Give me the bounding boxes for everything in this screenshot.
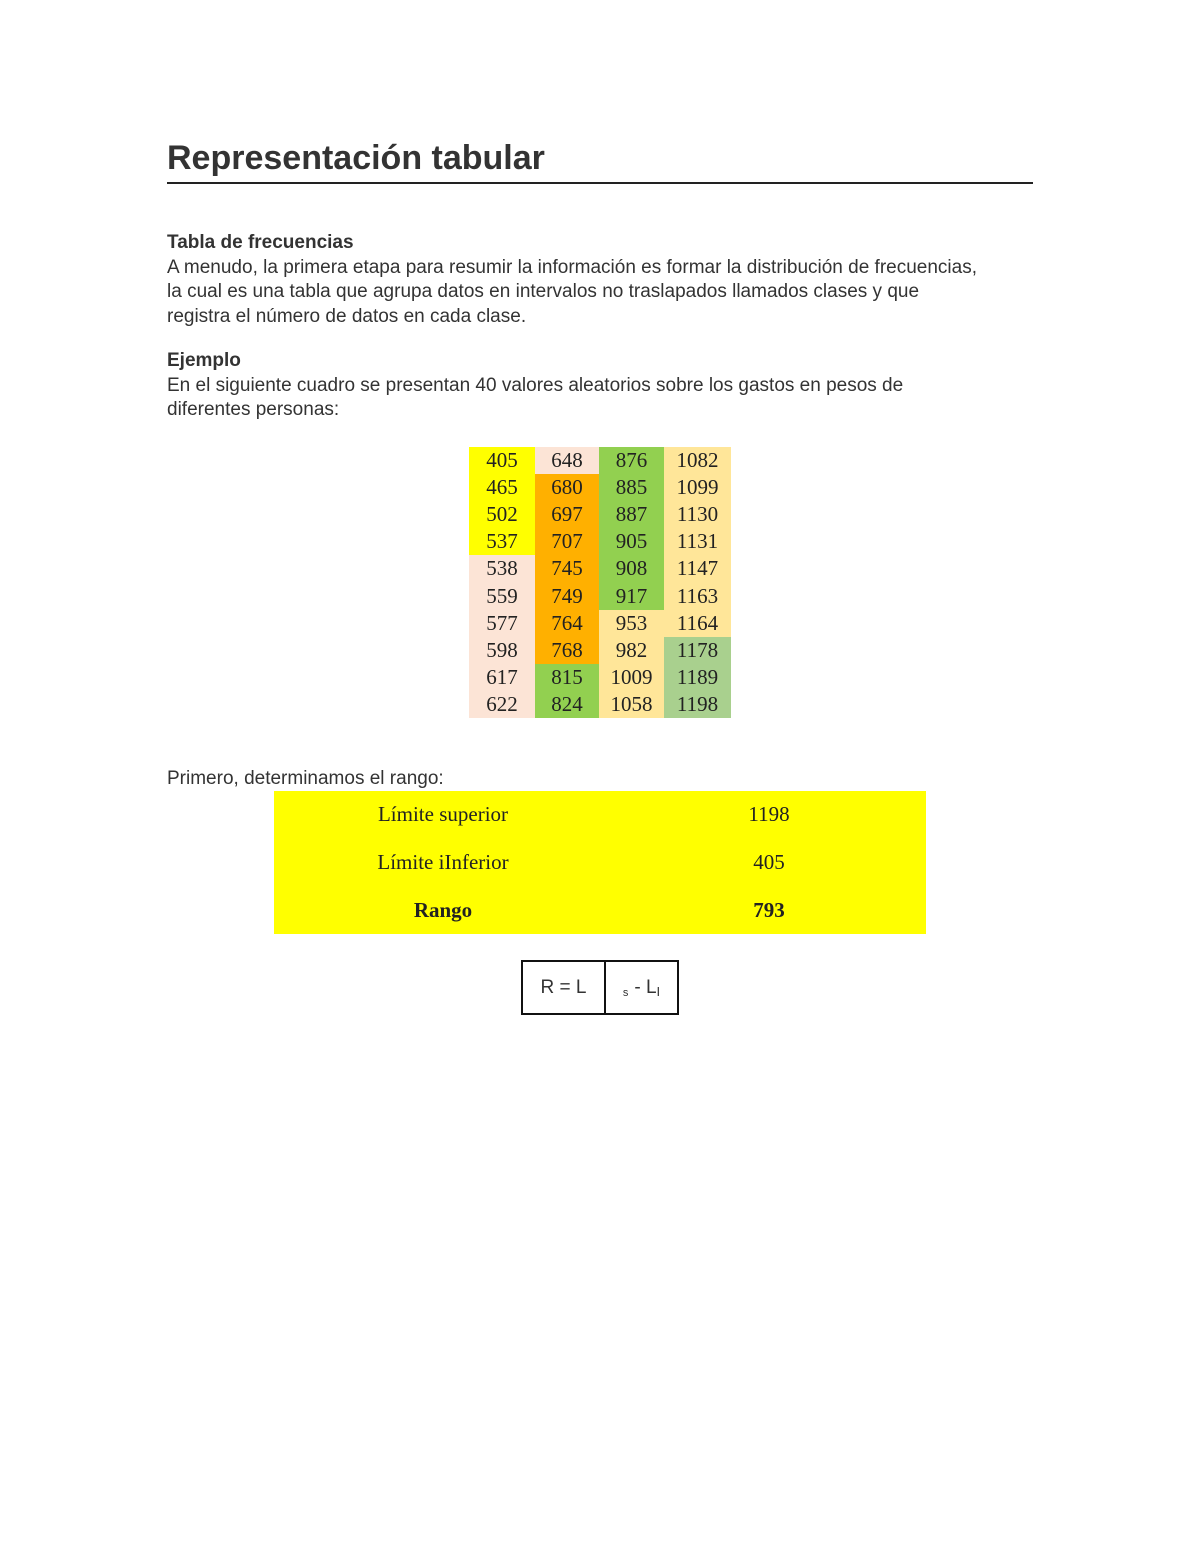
example-heading: Ejemplo xyxy=(167,350,241,371)
formula-right-text: - L xyxy=(634,976,657,998)
range-value: 793 xyxy=(753,897,785,922)
table-cell: 1189 xyxy=(664,664,731,691)
table-cell: 887 xyxy=(599,501,664,528)
table-cell: 768 xyxy=(535,637,599,664)
table-cell: 885 xyxy=(599,474,664,501)
table-cell: 749 xyxy=(535,582,599,609)
frequency-heading: Tabla de frecuencias xyxy=(167,232,354,253)
table-cell: 953 xyxy=(599,610,664,637)
table-cell: 824 xyxy=(535,691,599,718)
formula-box-left xyxy=(521,960,606,1015)
table-row xyxy=(469,555,731,582)
upper-limit-value: 1198 xyxy=(748,802,790,827)
table-cell: 1130 xyxy=(664,501,731,528)
table-cell: 598 xyxy=(469,637,535,664)
table-cell: 982 xyxy=(599,637,664,664)
range-intro: Primero, determinamos el rango: xyxy=(167,768,444,789)
page-title: Representación tabular xyxy=(167,138,1033,184)
table-cell: 1164 xyxy=(664,610,731,637)
table-cell: 876 xyxy=(599,447,664,474)
table-row xyxy=(469,447,731,474)
data-values-table xyxy=(469,447,731,718)
table-cell: 622 xyxy=(469,691,535,718)
table-row xyxy=(469,501,731,528)
table-row xyxy=(469,610,731,637)
table-cell: 405 xyxy=(469,447,535,474)
formula-subscript-s: s xyxy=(622,986,629,999)
table-cell: 764 xyxy=(535,610,599,637)
table-cell: 648 xyxy=(535,447,599,474)
table-cell: 1131 xyxy=(664,528,731,555)
table-cell: 1178 xyxy=(664,637,731,664)
table-cell: 680 xyxy=(535,474,599,501)
table-row xyxy=(469,637,731,664)
range-row-lower xyxy=(274,839,926,887)
table-row xyxy=(469,691,731,718)
table-row xyxy=(469,474,731,501)
range-label: Rango xyxy=(413,897,473,922)
table-cell: 1099 xyxy=(664,474,731,501)
table-cell: 917 xyxy=(599,582,664,609)
table-cell: 1082 xyxy=(664,447,731,474)
upper-limit-label: Límite superior xyxy=(377,802,509,827)
lower-limit-value: 405 xyxy=(753,849,785,874)
table-cell: 577 xyxy=(469,610,535,637)
table-cell: 559 xyxy=(469,582,535,609)
frequency-section xyxy=(167,231,987,329)
table-cell: 1009 xyxy=(599,664,664,691)
table-row xyxy=(469,528,731,555)
table-cell: 1198 xyxy=(664,691,731,718)
example-body: En el siguiente cuadro se presentan 40 valores aleatorios sobre los gastos en pesos de diferentes personas: xyxy=(167,374,904,420)
formula-left-text: R = L xyxy=(540,976,587,998)
formula-box-right xyxy=(604,960,679,1015)
table-cell: 538 xyxy=(469,555,535,582)
range-table xyxy=(274,791,926,934)
table-cell: 1058 xyxy=(599,691,664,718)
table-cell: 537 xyxy=(469,528,535,555)
table-cell: 617 xyxy=(469,664,535,691)
lower-limit-label: Límite iInferior xyxy=(377,849,509,874)
table-cell: 745 xyxy=(535,555,599,582)
table-cell: 1147 xyxy=(664,555,731,582)
table-cell: 465 xyxy=(469,474,535,501)
table-cell: 707 xyxy=(535,528,599,555)
table-cell: 502 xyxy=(469,501,535,528)
table-cell: 1163 xyxy=(664,582,731,609)
frequency-body: A menudo, la primera etapa para resumir la información es formar la distribución de frecuencias, la cual es una tabla que agrupa datos en intervalos no traslapados llamados clases y que registra el número de datos en cada clase. xyxy=(167,256,977,327)
table-row xyxy=(469,664,731,691)
table-row xyxy=(469,582,731,609)
table-cell: 815 xyxy=(535,664,599,691)
range-row-result xyxy=(274,886,926,934)
formula-subscript-i: I xyxy=(656,984,661,999)
example-section xyxy=(167,349,987,423)
table-cell: 908 xyxy=(599,555,664,582)
table-cell: 905 xyxy=(599,528,664,555)
table-cell: 697 xyxy=(535,501,599,528)
range-row-upper xyxy=(274,791,926,839)
